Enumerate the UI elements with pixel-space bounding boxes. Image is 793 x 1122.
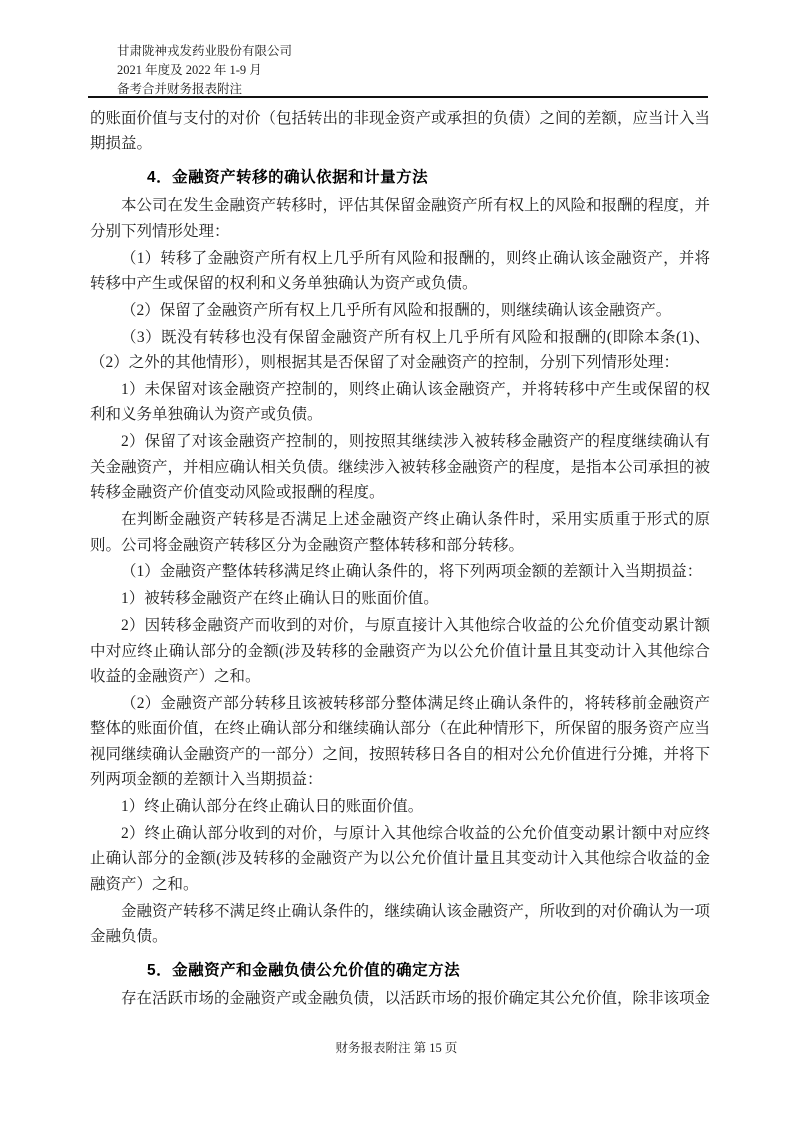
- paragraph: 2）因转移金融资产而收到的对价，与原直接计入其他综合收益的公允价值变动累计额中对应终止确认部分的金额(涉及转移的金融资产为以公允价值计量且其变动计入其他综合收益的金融资产）之和。: [90, 617, 710, 686]
- paragraph: 2）保留了对该金融资产控制的，则按照其继续涉入被转移金融资产的程度继续确认有关金融资产，并相应确认相关负债。继续涉入被转移金融资产的程度，是指本公司承担的被转移金融资产价值变动风险或报酬的程度。: [90, 433, 711, 502]
- paragraph: （3）既没有转移也没有保留金融资产所有权上几乎所有风险和报酬的(即除本条(1)、（2）之外的其他情形），则根据其是否保留了对金融资产的控制，分别下列情形处理：: [90, 328, 710, 372]
- paragraph: 1）未保留对该金融资产控制的，则终止确认该金融资产，并将转移中产生或保留的权利和义务单独确认为资产或负债。: [90, 381, 710, 424]
- header-company: 甘肃陇神戎发药业股份有限公司: [117, 44, 293, 58]
- footer-text: 财务报表附注 第 15 页: [335, 1041, 458, 1055]
- paragraph: 金融资产转移不满足终止确认条件的，继续确认该金融资产，所收到的对价确认为一项金融负债。: [90, 902, 711, 946]
- paragraph: 在判断金融资产转移是否满足上述金融资产终止确认条件时，采用实质重于形式的原则。公司将金融资产转移区分为金融资产整体转移和部分转移。: [90, 511, 710, 554]
- section-heading-5: 5．金融资产和金融负债公允价值的确定方法: [147, 961, 461, 979]
- paragraph-continuation: 的账面价值与支付的对价（包括转出的非现金资产或承担的负债）之间的差额，应当计入当期损益。: [90, 110, 711, 153]
- paragraph: 存在活跃市场的金融资产或金融负债，以活跃市场的报价确定其公允价值，除非该项金: [121, 989, 711, 1007]
- paragraph: 2）终止确认部分收到的对价，与原计入其他综合收益的公允价值变动累计额中对应终止确认部分的金额(涉及转移的金融资产为以公允价值计量且其变动计入其他综合收益的金融资产）之和。: [90, 824, 710, 893]
- paragraph: （1）转移了金融资产所有权上几乎所有风险和报酬的，则终止确认该金融资产，并将转移中产生或保留的权利和义务单独确认为资产或负债。: [90, 249, 710, 292]
- paragraph: （2）保留了金融资产所有权上几乎所有风险和报酬的，则继续确认该金融资产。: [121, 301, 672, 319]
- section-heading-4: 4．金融资产转移的确认依据和计量方法: [147, 168, 429, 186]
- page-footer: [0, 1038, 793, 1056]
- paragraph: （1）金融资产整体转移满足终止确认条件的，将下列两项金额的差额计入当期损益：: [121, 563, 703, 581]
- header-doc-title: 备考合并财务报表附注: [117, 82, 243, 96]
- header-period: 2021 年度及 2022 年 1-9 月: [117, 63, 262, 77]
- document-body: [90, 106, 710, 1013]
- paragraph: 1）被转移金融资产在终止确认日的账面价值。: [121, 590, 439, 608]
- paragraph: 1）终止确认部分在终止确认日的账面价值。: [121, 798, 424, 816]
- page-header: [117, 42, 292, 99]
- header-rule: [88, 96, 708, 98]
- paragraph: （2）金融资产部分转移且该被转移部分整体满足终止确认条件的，将转移前金融资产整体的账面价值，在终止确认部分和继续确认部分（在此种情形下，所保留的服务资产应当视同继续确认金融资产的一部分）之间，按照转移日各自的相对公允价值进行分摊，并将下列两项金额的差额计入当期损益：: [90, 694, 711, 789]
- paragraph: 本公司在发生金融资产转移时，评估其保留金融资产所有权上的风险和报酬的程度，并分别下列情形处理：: [90, 197, 711, 240]
